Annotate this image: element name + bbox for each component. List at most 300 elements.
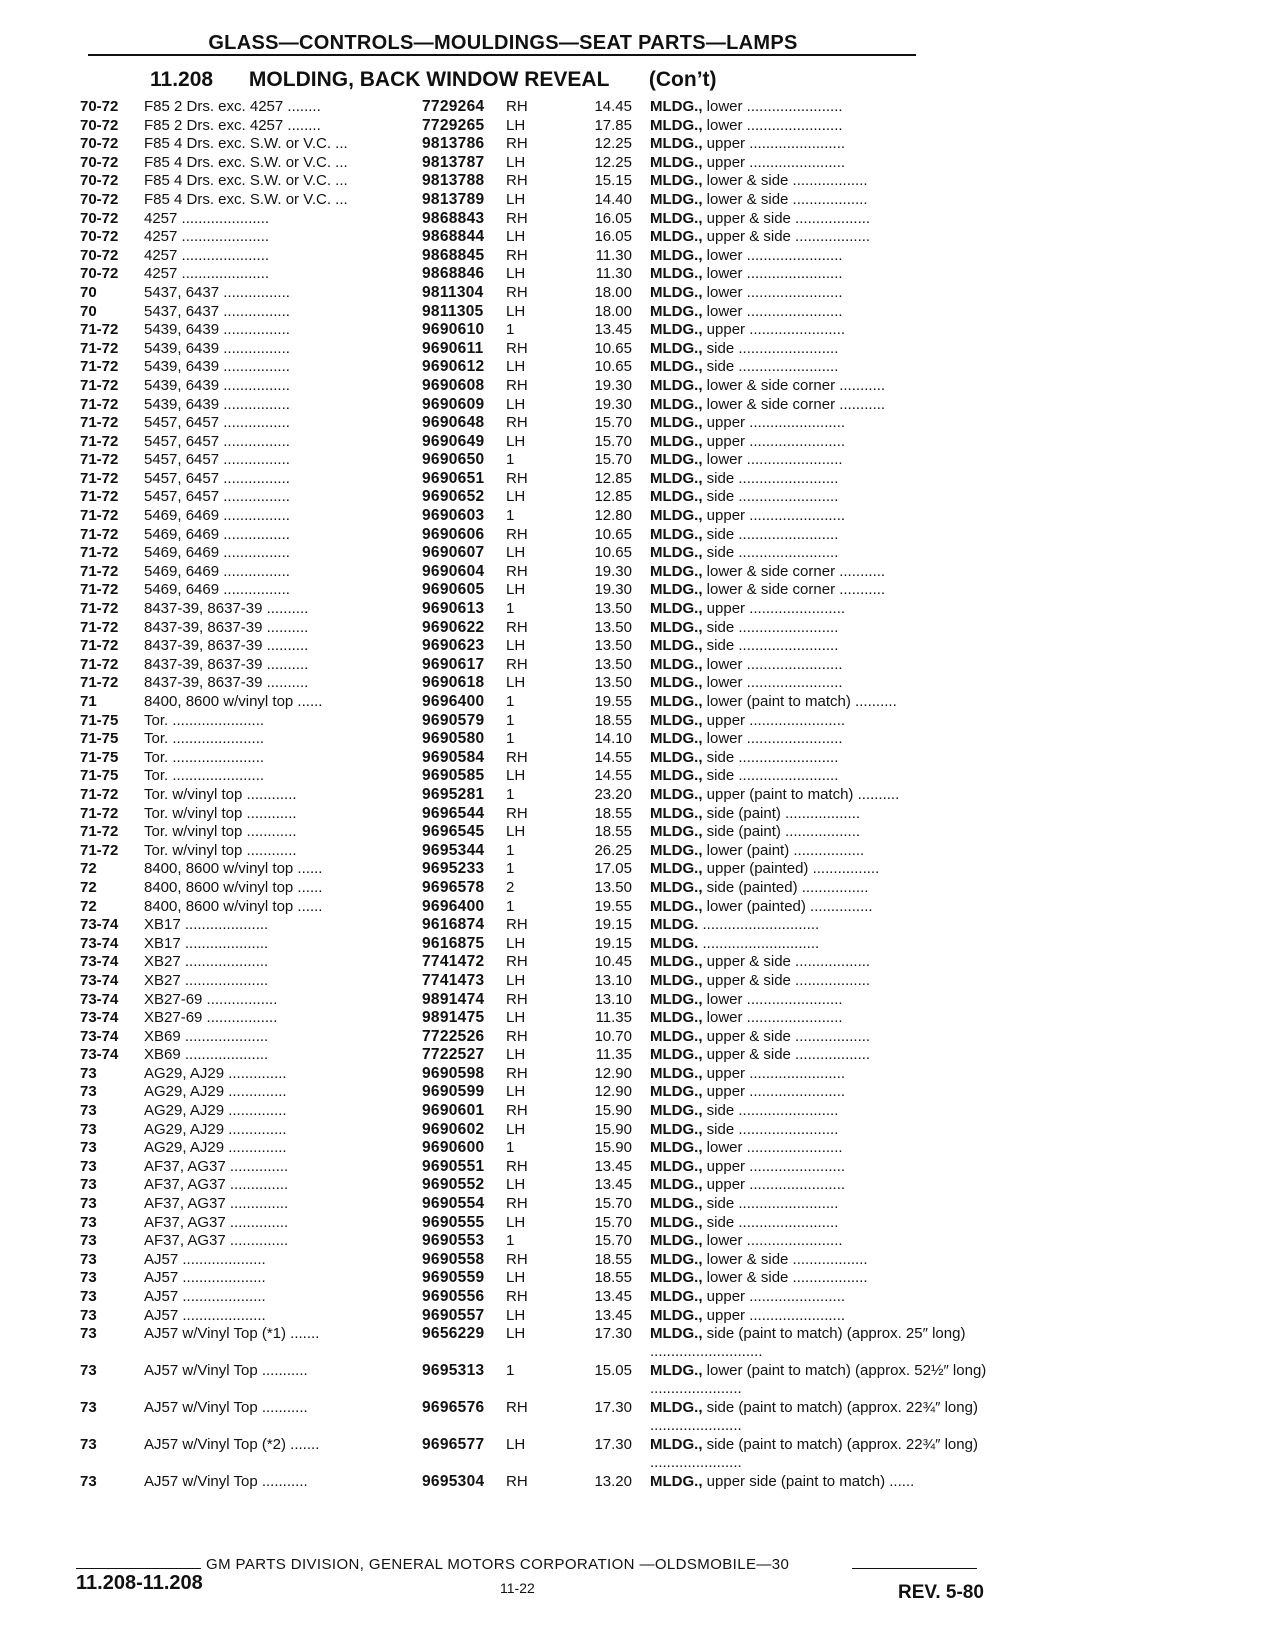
description-cell xyxy=(650,619,1040,637)
description-prefix: MLDG., xyxy=(650,488,703,506)
description-text: upper ....................... xyxy=(706,432,846,450)
model-cell: Tor. ...................... xyxy=(144,711,265,729)
quantity-cell: LH xyxy=(506,190,526,208)
model-cell: Tor. ...................... xyxy=(144,730,265,748)
description-text: side ........................ xyxy=(706,637,839,655)
quantity-cell: LH xyxy=(506,637,526,655)
part-number-cell: 9690652 xyxy=(422,488,485,506)
description-prefix: MLDG., xyxy=(650,748,703,766)
description-prefix: MLDG., xyxy=(650,525,703,543)
description-text: upper & side .................. xyxy=(706,228,871,246)
part-number-cell: 9690622 xyxy=(422,618,485,636)
parts-row xyxy=(80,1269,1040,1288)
description-prefix: MLDG., xyxy=(650,600,703,618)
price-cell: 19.15 xyxy=(594,916,632,934)
price-cell: 15.90 xyxy=(594,1120,632,1138)
description-prefix: MLDG., xyxy=(650,1362,703,1380)
description-prefix: MLDG., xyxy=(650,1102,703,1120)
description-cell xyxy=(650,154,1040,172)
price-cell: 15.70 xyxy=(594,414,632,432)
description-text: lower ....................... xyxy=(706,283,843,301)
description-text: side ........................ xyxy=(706,1213,839,1231)
parts-row xyxy=(80,879,1040,898)
description-cell xyxy=(650,414,1040,432)
description-cell xyxy=(650,210,1040,228)
year-cell: 70-72 xyxy=(80,116,119,134)
description-cell xyxy=(650,991,1040,1009)
price-cell: 18.55 xyxy=(594,711,632,729)
description-text: side ........................ xyxy=(706,767,839,785)
description-text: side ........................ xyxy=(706,358,839,376)
description-text: side ........................ xyxy=(706,469,839,487)
year-cell: 71-72 xyxy=(80,785,119,803)
part-number-cell: 9696577 xyxy=(422,1436,485,1454)
description-prefix: MLDG., xyxy=(650,562,703,580)
description-cell xyxy=(650,563,1040,581)
parts-row xyxy=(80,1195,1040,1214)
parts-row xyxy=(80,284,1040,303)
model-cell: AJ57 w/Vinyl Top (*2) ....... xyxy=(144,1436,320,1454)
parts-row xyxy=(80,563,1040,582)
quantity-cell: 1 xyxy=(506,600,515,618)
footer-section-range: 11.208-11.208 xyxy=(76,1572,203,1594)
quantity-cell: 1 xyxy=(506,693,515,710)
model-cell: Tor. w/vinyl top ............ xyxy=(144,841,297,859)
model-cell: 5457, 6457 ................ xyxy=(144,414,290,432)
quantity-cell: LH xyxy=(506,432,526,450)
description-cell xyxy=(650,637,1040,655)
description-text: lower ....................... xyxy=(706,730,843,748)
description-text: upper ....................... xyxy=(706,711,846,729)
description-cell xyxy=(650,712,1040,730)
year-cell: 70-72 xyxy=(80,98,119,115)
quantity-cell: LH xyxy=(506,265,526,283)
description-prefix: MLDG., xyxy=(650,1064,703,1082)
part-number-cell: 9690610 xyxy=(422,321,485,339)
model-cell: AF37, AG37 .............. xyxy=(144,1157,289,1175)
part-number-cell: 9868844 xyxy=(422,228,485,246)
parts-row xyxy=(80,154,1040,173)
price-cell: 15.70 xyxy=(594,451,632,469)
description-prefix: MLDG., xyxy=(650,1232,703,1250)
model-cell: 4257 ..................... xyxy=(144,228,270,246)
year-cell: 71-72 xyxy=(80,544,119,562)
part-number-cell: 9813787 xyxy=(422,153,485,171)
description-cell xyxy=(650,674,1040,692)
parts-row xyxy=(80,507,1040,526)
year-cell: 71-72 xyxy=(80,469,119,487)
year-cell: 73-74 xyxy=(80,953,119,971)
description-prefix: MLDG., xyxy=(650,302,703,320)
part-number-cell: 9690558 xyxy=(422,1250,485,1268)
part-number-cell: 9695344 xyxy=(422,841,485,859)
description-text: lower ....................... xyxy=(706,674,843,692)
part-number-cell: 9690608 xyxy=(422,376,485,394)
year-cell: 70-72 xyxy=(80,190,119,208)
parts-row xyxy=(80,1307,1040,1326)
quantity-cell: LH xyxy=(506,228,526,246)
part-number-cell: 9690603 xyxy=(422,507,485,525)
description-cell xyxy=(650,898,1040,916)
part-number-cell: 9690552 xyxy=(422,1176,485,1194)
quantity-cell: RH xyxy=(506,469,528,487)
description-cell xyxy=(650,1028,1040,1046)
year-cell: 73 xyxy=(80,1399,97,1417)
year-cell: 73 xyxy=(80,1064,97,1082)
price-cell: 15.15 xyxy=(594,172,632,190)
description-text: upper ....................... xyxy=(706,600,846,618)
price-cell: 10.65 xyxy=(594,525,632,543)
model-cell: 5469, 6469 ................ xyxy=(144,581,290,599)
part-number-cell: 9696544 xyxy=(422,804,485,822)
quantity-cell: LH xyxy=(506,674,526,692)
part-number-cell: 9616875 xyxy=(422,934,485,952)
price-cell: 19.30 xyxy=(594,562,632,580)
parts-row xyxy=(80,1139,1040,1158)
price-cell: 13.50 xyxy=(594,655,632,673)
description-prefix: MLDG., xyxy=(650,395,703,413)
year-cell: 73 xyxy=(80,1436,97,1454)
part-number-cell: 9690598 xyxy=(422,1064,485,1082)
model-cell: XB17 .................... xyxy=(144,916,269,934)
description-text: side (painted) ................ xyxy=(706,878,869,896)
description-text: upper & side .................. xyxy=(706,1046,871,1064)
model-cell: AJ57 .................... xyxy=(144,1306,266,1324)
model-cell: 8437-39, 8637-39 .......... xyxy=(144,637,309,655)
year-cell: 71-72 xyxy=(80,507,119,525)
part-number-cell: 9690607 xyxy=(422,544,485,562)
part-number-cell: 9690555 xyxy=(422,1213,485,1231)
description-text: lower ....................... xyxy=(706,246,843,264)
description-text: lower & side .................. xyxy=(706,172,868,190)
part-number-cell: 9695304 xyxy=(422,1473,485,1491)
model-cell: Tor. w/vinyl top ............ xyxy=(144,823,297,841)
parts-row xyxy=(80,1065,1040,1084)
part-number-cell: 9891475 xyxy=(422,1009,485,1027)
model-cell: 5439, 6439 ................ xyxy=(144,358,290,376)
description-text: side (paint) .................. xyxy=(706,823,861,841)
description-prefix: MLDG., xyxy=(650,804,703,822)
model-cell: 5437, 6437 ................ xyxy=(144,283,290,301)
description-cell xyxy=(650,433,1040,451)
year-cell: 72 xyxy=(80,860,97,878)
parts-row xyxy=(80,860,1040,879)
price-cell: 12.25 xyxy=(594,153,632,171)
parts-row xyxy=(80,396,1040,415)
quantity-cell: 1 xyxy=(506,897,515,915)
price-cell: 10.65 xyxy=(594,544,632,562)
part-number-cell: 9690618 xyxy=(422,674,485,692)
year-cell: 71-72 xyxy=(80,451,119,469)
model-cell: 8437-39, 8637-39 .......... xyxy=(144,655,309,673)
description-text: ............................ xyxy=(702,916,820,934)
model-cell: 5439, 6439 ................ xyxy=(144,321,290,339)
year-cell: 71-72 xyxy=(80,637,119,655)
description-prefix: MLDG., xyxy=(650,339,703,357)
parts-row xyxy=(80,916,1040,935)
model-cell: 8437-39, 8637-39 .......... xyxy=(144,674,309,692)
description-text: upper ....................... xyxy=(706,135,846,153)
header-rule xyxy=(88,54,916,56)
parts-row xyxy=(80,117,1040,136)
description-prefix: MLDG. xyxy=(650,934,699,952)
price-cell: 13.45 xyxy=(594,1176,632,1194)
quantity-cell: LH xyxy=(506,1083,526,1101)
description-prefix: MLDG., xyxy=(650,507,703,525)
model-cell: 5439, 6439 ................ xyxy=(144,395,290,413)
quantity-cell: LH xyxy=(506,302,526,320)
description-cell xyxy=(650,377,1040,395)
description-text: lower & side corner ........... xyxy=(706,562,886,580)
year-cell: 70 xyxy=(80,283,97,301)
description-prefix: MLDG., xyxy=(650,135,703,153)
description-text: lower & side .................. xyxy=(706,1269,868,1287)
year-cell: 73-74 xyxy=(80,1027,119,1045)
model-cell: XB27-69 ................. xyxy=(144,1009,278,1027)
description-cell xyxy=(650,544,1040,562)
parts-row xyxy=(80,637,1040,656)
description-text: upper ....................... xyxy=(706,1306,846,1324)
price-cell: 13.50 xyxy=(594,674,632,692)
price-cell: 17.30 xyxy=(594,1436,632,1454)
model-cell: XB27 .................... xyxy=(144,953,269,971)
parts-row xyxy=(80,470,1040,489)
description-text: lower ....................... xyxy=(706,302,843,320)
year-cell: 71-72 xyxy=(80,674,119,692)
description-text: lower & side .................. xyxy=(706,1250,868,1268)
description-cell xyxy=(650,767,1040,785)
description-prefix: MLDG., xyxy=(650,98,703,115)
parts-row xyxy=(80,1214,1040,1233)
year-cell: 70-72 xyxy=(80,228,119,246)
description-cell xyxy=(650,656,1040,674)
parts-row xyxy=(80,526,1040,545)
description-text: lower & side corner ........... xyxy=(706,395,886,413)
quantity-cell: RH xyxy=(506,953,528,971)
parts-row xyxy=(80,1473,1040,1492)
price-cell: 14.45 xyxy=(594,98,632,115)
description-cell xyxy=(650,916,1040,934)
year-cell: 71-72 xyxy=(80,395,119,413)
parts-row xyxy=(80,898,1040,917)
description-cell xyxy=(650,191,1040,209)
parts-row xyxy=(80,340,1040,359)
description-cell xyxy=(650,1065,1040,1083)
price-cell: 14.40 xyxy=(594,190,632,208)
description-cell xyxy=(650,135,1040,153)
quantity-cell: RH xyxy=(506,283,528,301)
description-text: side ........................ xyxy=(706,544,839,562)
parts-row xyxy=(80,693,1040,712)
description-prefix: MLDG., xyxy=(650,953,703,971)
section-title xyxy=(150,68,717,92)
description-text: side ........................ xyxy=(706,748,839,766)
year-cell: 71-72 xyxy=(80,432,119,450)
description-cell xyxy=(650,321,1040,339)
price-cell: 13.45 xyxy=(594,1288,632,1305)
description-text: side (paint to match) (approx. 25″ long) ........................... xyxy=(650,1325,966,1361)
part-number-cell: 9696400 xyxy=(422,897,485,915)
model-cell: 8400, 8600 w/vinyl top ...... xyxy=(144,693,323,710)
part-number-cell: 9690623 xyxy=(422,637,485,655)
part-number-cell: 9690556 xyxy=(422,1288,485,1305)
footer-rule-left xyxy=(76,1568,201,1569)
model-cell: AF37, AG37 .............. xyxy=(144,1232,289,1250)
year-cell: 73 xyxy=(80,1139,97,1157)
year-cell: 73-74 xyxy=(80,934,119,952)
quantity-cell: RH xyxy=(506,990,528,1008)
price-cell: 12.90 xyxy=(594,1064,632,1082)
description-text: upper ....................... xyxy=(706,507,846,525)
part-number-cell: 9695281 xyxy=(422,785,485,803)
description-text: side (paint) .................. xyxy=(706,804,861,822)
description-cell xyxy=(650,1009,1040,1027)
description-text: side ........................ xyxy=(706,488,839,506)
quantity-cell: RH xyxy=(506,525,528,543)
price-cell: 13.50 xyxy=(594,618,632,636)
description-prefix: MLDG., xyxy=(650,116,703,134)
parts-row xyxy=(80,135,1040,154)
parts-row xyxy=(80,1046,1040,1065)
part-number-cell: 7741472 xyxy=(422,953,485,971)
quantity-cell: LH xyxy=(506,544,526,562)
quantity-cell: RH xyxy=(506,135,528,153)
part-number-cell: 9696400 xyxy=(422,693,485,710)
parts-row xyxy=(80,1288,1040,1307)
year-cell: 71-72 xyxy=(80,618,119,636)
year-cell: 72 xyxy=(80,897,97,915)
part-number-cell: 9690601 xyxy=(422,1102,485,1120)
part-number-cell: 9696578 xyxy=(422,878,485,896)
part-number-cell: 9616874 xyxy=(422,916,485,934)
description-text: upper ....................... xyxy=(706,321,846,339)
footer-rule-right xyxy=(852,1568,977,1569)
year-cell: 73 xyxy=(80,1176,97,1194)
year-cell: 73 xyxy=(80,1157,97,1175)
description-cell xyxy=(650,1399,1040,1435)
quantity-cell: RH xyxy=(506,246,528,264)
parts-row xyxy=(80,1399,1040,1436)
part-number-cell: 9690584 xyxy=(422,748,485,766)
model-cell: 4257 ..................... xyxy=(144,209,270,227)
description-prefix: MLDG., xyxy=(650,1176,703,1194)
description-prefix: MLDG., xyxy=(650,451,703,469)
description-cell xyxy=(650,823,1040,841)
quantity-cell: LH xyxy=(506,1436,526,1454)
model-cell: AG29, AJ29 .............. xyxy=(144,1064,287,1082)
quantity-cell: 1 xyxy=(506,1232,515,1250)
description-cell xyxy=(650,1102,1040,1120)
model-cell: XB27 .................... xyxy=(144,971,269,989)
quantity-cell: RH xyxy=(506,1288,528,1305)
year-cell: 70-72 xyxy=(80,135,119,153)
description-cell xyxy=(650,526,1040,544)
description-prefix: MLDG., xyxy=(650,432,703,450)
parts-row xyxy=(80,805,1040,824)
part-number-cell: 7729265 xyxy=(422,116,485,134)
description-cell xyxy=(650,730,1040,748)
quantity-cell: RH xyxy=(506,804,528,822)
year-cell: 73-74 xyxy=(80,1046,119,1064)
page-header: GLASS—CONTROLS—MOULDINGS—SEAT PARTS—LAMPS xyxy=(208,32,798,54)
model-cell: F85 4 Drs. exc. S.W. or V.C. ... xyxy=(144,190,348,208)
model-cell: 5457, 6457 ................ xyxy=(144,469,290,487)
price-cell: 13.20 xyxy=(594,1473,632,1491)
section-number: 11.208 xyxy=(150,68,214,91)
description-cell xyxy=(650,1251,1040,1269)
description-prefix: MLDG., xyxy=(650,209,703,227)
parts-row xyxy=(80,1083,1040,1102)
parts-row xyxy=(80,210,1040,229)
part-number-cell: 9690605 xyxy=(422,581,485,599)
part-number-cell: 7741473 xyxy=(422,971,485,989)
description-prefix: MLDG., xyxy=(650,1083,703,1101)
description-cell xyxy=(650,358,1040,376)
parts-row xyxy=(80,433,1040,452)
parts-row xyxy=(80,1436,1040,1473)
description-text: side ........................ xyxy=(706,1120,839,1138)
year-cell: 73-74 xyxy=(80,1009,119,1027)
parts-row xyxy=(80,451,1040,470)
parts-row xyxy=(80,1158,1040,1177)
price-cell: 11.30 xyxy=(595,246,632,264)
quantity-cell: RH xyxy=(506,655,528,673)
description-cell xyxy=(650,1046,1040,1064)
year-cell: 73 xyxy=(80,1213,97,1231)
price-cell: 10.65 xyxy=(594,358,632,376)
quantity-cell: RH xyxy=(506,98,528,115)
description-prefix: MLDG., xyxy=(650,693,703,710)
part-number-cell: 9891474 xyxy=(422,990,485,1008)
description-prefix: MLDG. xyxy=(650,916,699,934)
price-cell: 19.30 xyxy=(594,581,632,599)
description-prefix: MLDG., xyxy=(650,1157,703,1175)
parts-row xyxy=(80,953,1040,972)
parts-row xyxy=(80,619,1040,638)
price-cell: 12.85 xyxy=(594,469,632,487)
description-text: side ........................ xyxy=(706,1195,839,1213)
description-cell xyxy=(650,507,1040,525)
description-prefix: MLDG., xyxy=(650,711,703,729)
quantity-cell: LH xyxy=(506,1269,526,1287)
footer-publisher: GM PARTS DIVISION, GENERAL MOTORS CORPORATION —OLDSMOBILE—30 xyxy=(206,1556,790,1573)
year-cell: 71-72 xyxy=(80,488,119,506)
description-prefix: MLDG., xyxy=(650,1027,703,1045)
part-number-cell: 9690585 xyxy=(422,767,485,785)
description-text: upper & side .................. xyxy=(706,1027,871,1045)
description-prefix: MLDG., xyxy=(650,321,703,339)
part-number-cell: 9690611 xyxy=(422,339,484,357)
year-cell: 73-74 xyxy=(80,990,119,1008)
description-text: upper (paint to match) .......... xyxy=(706,785,900,803)
price-cell: 11.35 xyxy=(595,1009,632,1027)
description-text: upper (painted) ................ xyxy=(706,860,880,878)
description-prefix: MLDG., xyxy=(650,1139,703,1157)
model-cell: 8437-39, 8637-39 .......... xyxy=(144,618,309,636)
description-text: lower ....................... xyxy=(706,116,843,134)
model-cell: 5469, 6469 ................ xyxy=(144,562,290,580)
description-prefix: MLDG., xyxy=(650,1269,703,1287)
description-text: lower & side corner ........... xyxy=(706,376,886,394)
section-continued: (Con’t) xyxy=(648,68,717,91)
parts-row xyxy=(80,358,1040,377)
model-cell: AJ57 .................... xyxy=(144,1250,266,1268)
part-number-cell: 9813789 xyxy=(422,190,485,208)
parts-row xyxy=(80,842,1040,861)
parts-row xyxy=(80,488,1040,507)
part-number-cell: 9868846 xyxy=(422,265,485,283)
quantity-cell: LH xyxy=(506,581,526,599)
